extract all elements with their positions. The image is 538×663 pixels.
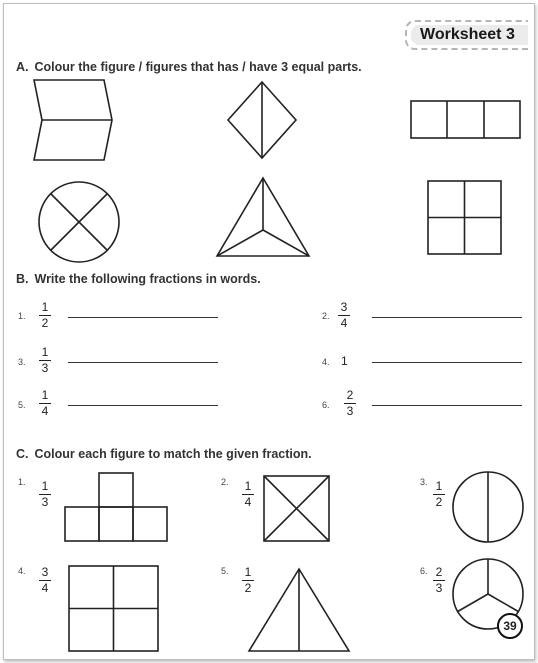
numerator: 3 <box>41 565 49 579</box>
c-item-number: 2. <box>221 477 229 487</box>
answer-line[interactable] <box>372 405 522 406</box>
denominator: 3 <box>41 495 49 509</box>
numerator: 1 <box>41 300 49 314</box>
section-b-letter: B. <box>16 272 29 286</box>
c-fraction <box>38 480 52 509</box>
chevron-figure[interactable] <box>30 78 120 162</box>
b-fraction <box>38 301 52 330</box>
page-number-badge: 39 <box>497 613 523 639</box>
c-item-number: 4. <box>18 566 26 576</box>
denominator: 2 <box>244 581 252 595</box>
answer-line[interactable] <box>372 362 522 363</box>
section-c-letter: C. <box>16 447 29 461</box>
section-b-text: Write the following fractions in words. <box>34 272 261 286</box>
denominator: 3 <box>346 404 354 418</box>
circle-quarters-figure[interactable] <box>37 180 121 264</box>
b-fraction <box>38 346 52 375</box>
triangle-halves-figure[interactable] <box>244 565 351 653</box>
numerator: 1 <box>244 479 252 493</box>
worksheet-title: Worksheet 3 <box>411 25 528 45</box>
c-item-number: 6. <box>420 566 428 576</box>
denominator: 4 <box>340 316 348 330</box>
c-item-number: 5. <box>221 566 229 576</box>
section-c-text: Colour each figure to match the given fraction. <box>34 447 312 461</box>
b-item-number: 3. <box>18 357 26 367</box>
denominator: 2 <box>41 316 49 330</box>
denominator: 2 <box>435 495 443 509</box>
section-b-heading <box>16 272 261 286</box>
triangle-three-parts-figure[interactable] <box>215 176 311 260</box>
section-c-heading <box>16 447 312 461</box>
square-four-parts-figure[interactable] <box>68 565 160 653</box>
c-fraction <box>38 566 52 595</box>
worksheet-title-tag <box>405 20 528 50</box>
numerator: 2 <box>346 388 354 402</box>
square-quarters-figure[interactable] <box>427 180 503 256</box>
denominator: 3 <box>435 581 443 595</box>
b-fraction <box>343 389 357 418</box>
denominator: 3 <box>41 361 49 375</box>
b-item-number: 6. <box>322 400 330 410</box>
b-fraction <box>337 301 351 330</box>
section-a-letter: A. <box>16 60 29 74</box>
answer-line[interactable] <box>372 317 522 318</box>
b-fraction <box>38 389 52 418</box>
c-fraction <box>432 566 446 595</box>
numerator: 3 <box>340 300 348 314</box>
answer-line[interactable] <box>68 405 218 406</box>
section-a-text: Colour the figure / figures that has / have 3 equal parts. <box>34 60 362 74</box>
numerator: 1 <box>435 479 443 493</box>
numerator: 1 <box>244 565 252 579</box>
b-item-number: 4. <box>322 357 330 367</box>
answer-line[interactable] <box>68 317 218 318</box>
numerator: 1 <box>41 345 49 359</box>
b-item-number: 2. <box>322 311 330 321</box>
answer-line[interactable] <box>68 362 218 363</box>
c-fraction <box>241 480 255 509</box>
denominator: 4 <box>244 495 252 509</box>
denominator: 4 <box>41 581 49 595</box>
numerator: 1 <box>41 388 49 402</box>
square-diagonals-figure[interactable] <box>263 475 331 543</box>
c-item-number: 1. <box>18 477 26 487</box>
three-part-rectangle-figure[interactable] <box>410 100 522 140</box>
denominator: 4 <box>41 404 49 418</box>
circle-halves-figure[interactable] <box>452 471 524 543</box>
rhombus-figure[interactable] <box>226 80 298 160</box>
c-item-number: 3. <box>420 477 428 487</box>
whole-number: 1 <box>341 354 348 368</box>
b-item-number: 5. <box>18 400 26 410</box>
section-a-heading <box>16 60 362 74</box>
c-fraction <box>432 480 446 509</box>
t-shape-squares-figure[interactable] <box>64 472 168 542</box>
numerator: 2 <box>435 565 443 579</box>
b-item-number: 1. <box>18 311 26 321</box>
numerator: 1 <box>41 479 49 493</box>
